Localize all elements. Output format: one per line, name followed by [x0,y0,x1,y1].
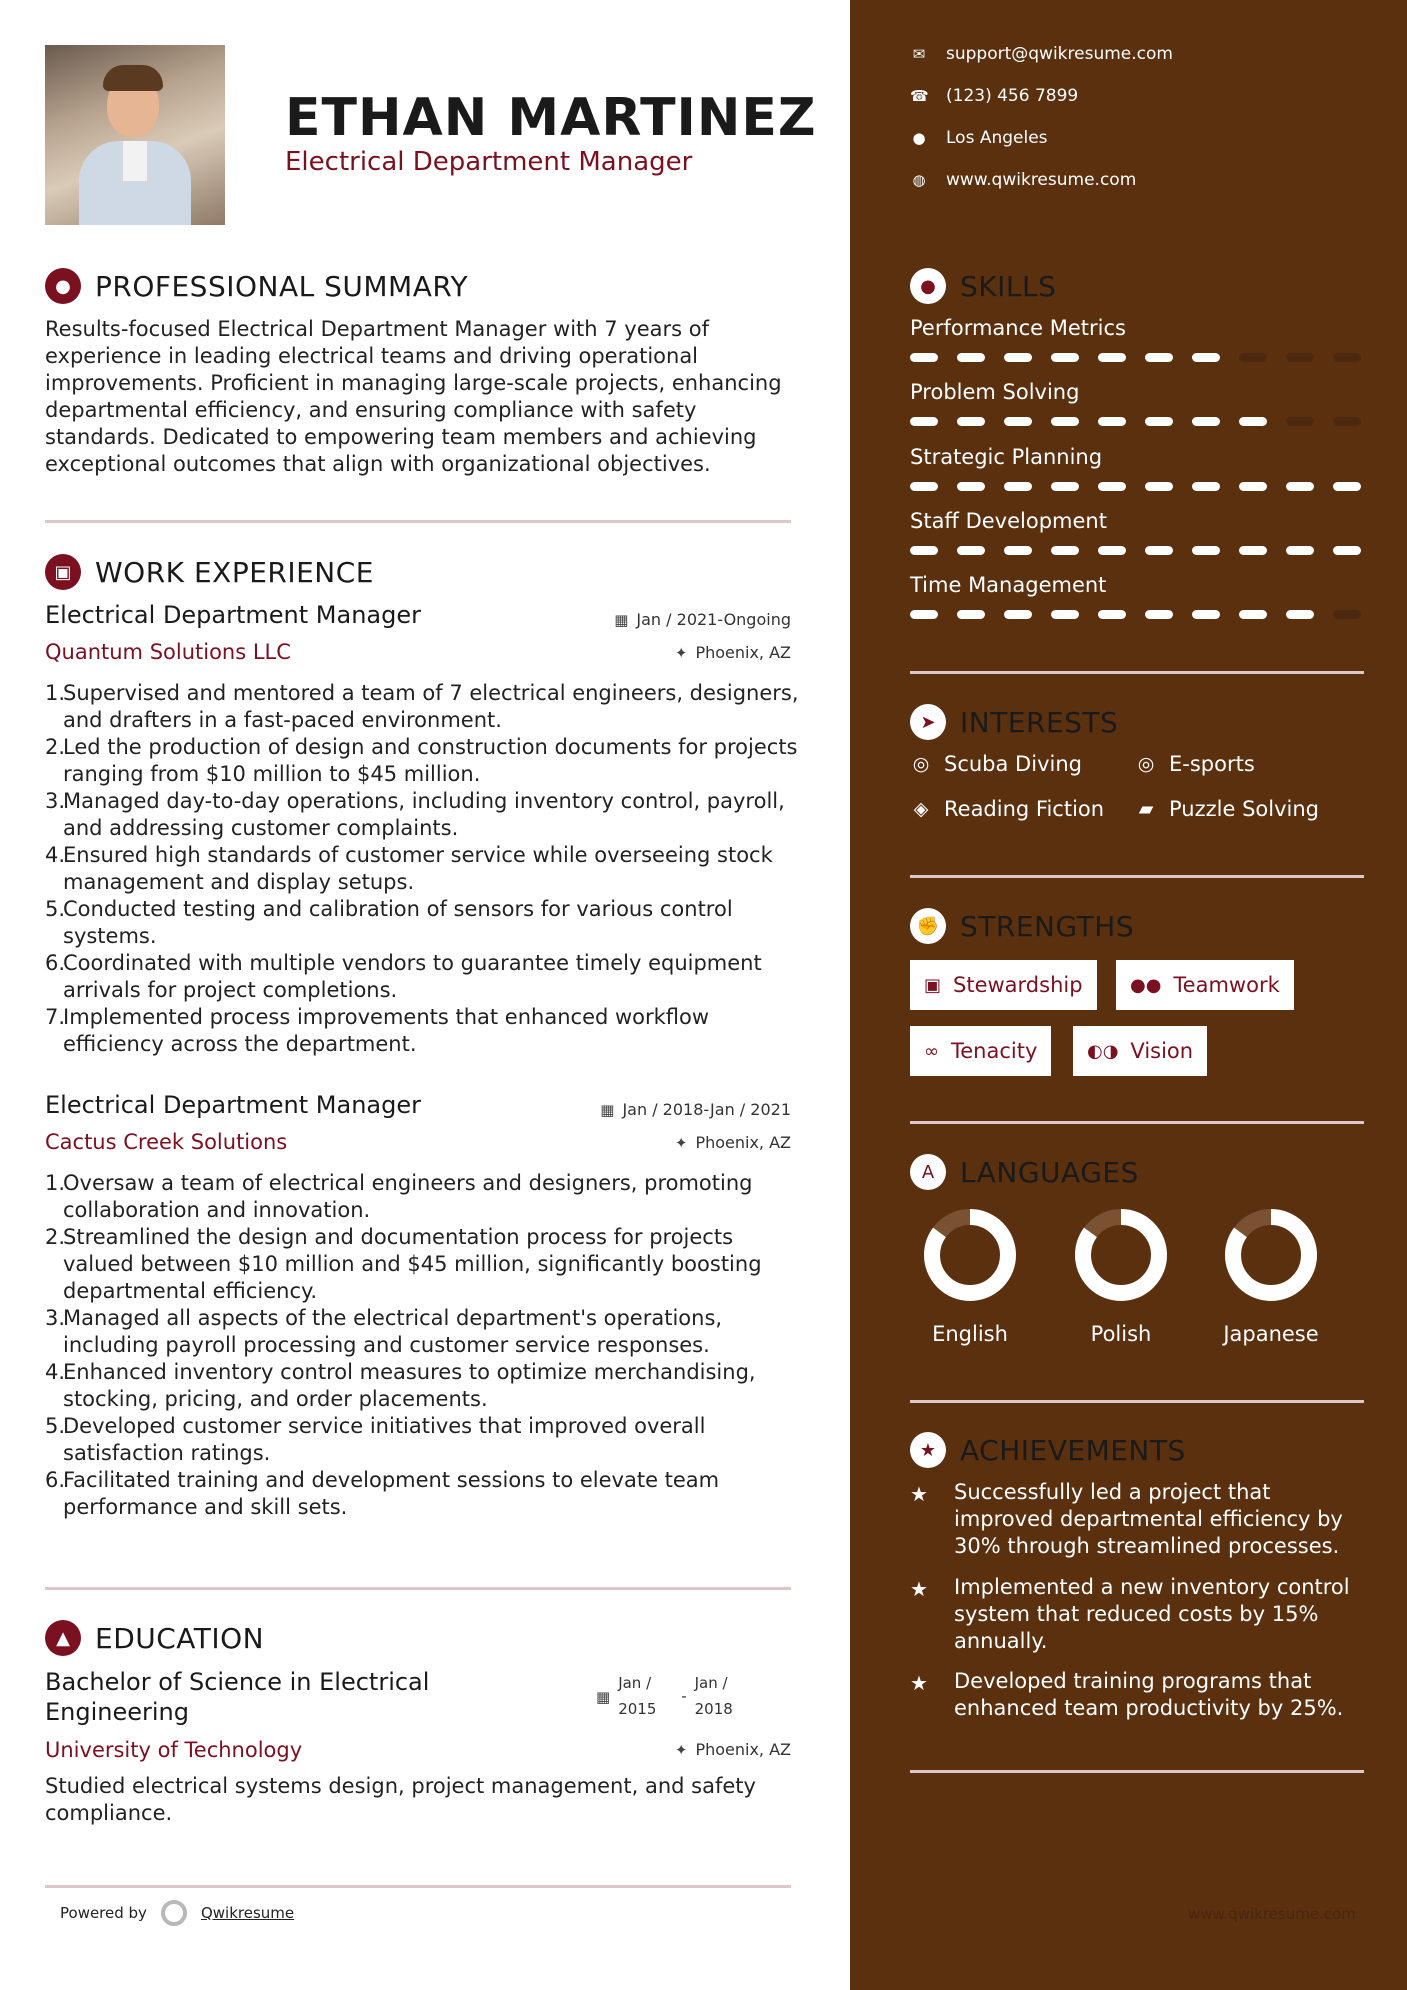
gamepad-icon: ◈ [913,798,929,820]
divider [910,1121,1364,1124]
job-company: Cactus Creek Solutions [45,1130,288,1154]
job-company: Quantum Solutions LLC [45,640,291,664]
divider [45,1885,791,1888]
job-responsibilities [45,1170,800,1521]
skill-dash [1239,482,1267,491]
link-icon: ∞ [924,1040,939,1062]
interest-item: ◈ Reading Fiction [910,797,1104,821]
education-location: ✦ Phoenix, AZ [674,1740,791,1759]
users-icon: ●● [1130,974,1162,996]
proficiency-ring [1224,1208,1318,1302]
skill-dash [1239,610,1267,619]
language-item: Polish [1066,1208,1176,1346]
list-item: 4. Enhanced inventory control measures to optimize merchandising, stocking, pricing, and order placements. [45,1360,756,1411]
life-ring-icon: ◎ [1137,753,1155,775]
skill-dash [1333,417,1361,426]
list-item: 5. Developed customer service initiatives that improved overall satisfaction ratings. [45,1414,706,1465]
calendar-icon: ▦ [596,1688,611,1706]
languages-heading: A LANGUAGES [910,1154,1139,1190]
list-item: 4. Ensured high standards of customer service while overseeing stock management and display setups. [45,843,773,894]
achievement-item: ★ Implemented a new inventory control system that reduced costs by 15% annually. [910,1575,1350,1653]
skill-dash [1051,482,1079,491]
skill-dash [957,610,985,619]
interest-item: ▰ Puzzle Solving [1135,797,1319,821]
contact-phone[interactable]: ☎ (123) 456 7899 [910,86,1079,106]
skill-dash [910,353,938,362]
life-ring-icon: ◎ [912,753,930,775]
interest-item: ◎ E-sports [1135,752,1255,776]
skill-dash [910,546,938,555]
candidate-title: Electrical Department Manager [285,147,693,177]
skill-dash [1286,353,1314,362]
list-item: 6. Coordinated with multiple vendors to guarantee timely equipment arrivals for project completions. [45,951,762,1002]
skill-dash [957,482,985,491]
star-badge-icon: ★ [910,1432,946,1468]
strength-badge: ▣ Stewardship [910,960,1097,1010]
skill-dash [1051,353,1079,362]
divider [910,1770,1364,1773]
shooting-star-icon: ★ [910,1577,928,1601]
briefcase-icon: ▣ [924,974,942,996]
skill-dash [957,546,985,555]
paper-plane-icon: ➤ [910,704,946,740]
skill-dash [1004,353,1032,362]
job-location: ✦ Phoenix, AZ [674,1133,791,1152]
skill-rating [910,482,1361,491]
degree-title: Bachelor of Science in Electrical Engineering [45,1668,430,1726]
skill-dash [1145,610,1173,619]
skill-dash [1286,546,1314,555]
skill-rating [910,546,1361,555]
divider [910,671,1364,674]
binoculars-icon: ◐◑ [1087,1040,1119,1062]
language-item: English [915,1208,1025,1346]
user-icon: ● [45,268,81,304]
skill-dash [1239,353,1267,362]
skill-dash [1098,353,1126,362]
map-marker-icon: ● [912,129,926,147]
language-item: Japanese [1216,1208,1326,1346]
strengths-heading: ✊ STRENGTHS [910,908,1134,944]
divider [45,1587,791,1590]
summary-text: Results-focused Electrical Department Manager with 7 years of experience in leading electrical teams and driving operational improvements. Proficient in managing large-scale projects, enhancing departmental efficiency, and ensuring compliance with safety standards. Dedicated to empowering team members and achieving exceptional outcomes that align with organizational objectives. [45,317,782,476]
list-item: 5. Conducted testing and calibration of sensors for various control systems. [45,897,733,948]
skill-dash [1004,610,1032,619]
education-heading: ▲ EDUCATION [45,1620,264,1656]
fist-icon: ✊ [910,908,946,944]
skill-dash [1098,546,1126,555]
skill-name: Strategic Planning [910,445,1103,469]
skills-heading: ● SKILLS [910,268,1056,304]
interest-item: ◎ Scuba Diving [910,752,1082,776]
skill-dash [910,417,938,426]
strength-badge: ●● Teamwork [1116,960,1294,1010]
contact-location: ● Los Angeles [910,128,1048,148]
skill-dash [1145,482,1173,491]
skill-dash [1098,417,1126,426]
contact-website[interactable]: ◍ www.qwikresume.com [910,170,1136,190]
contact-email[interactable]: ✉ support@qwikresume.com [910,44,1173,64]
skill-rating [910,610,1361,619]
envelope-icon: ✉ [912,45,926,63]
list-item: 2. Streamlined the design and documentation process for projects valued between $10 million and $45 million, significantly boosting departmental efficiency. [45,1225,762,1303]
shooting-star-icon: ★ [910,1482,928,1506]
lightbulb-icon: ● [910,268,946,304]
globe-icon: ◍ [912,171,926,189]
language-icon: A [910,1154,946,1190]
skill-dash [1333,482,1361,491]
skill-dash [1333,546,1361,555]
skill-dash [1286,610,1314,619]
qwikresume-link[interactable]: Qwikresume [200,1904,295,1922]
achievement-item: ★ Developed training programs that enhanced team productivity by 25%. [910,1669,1344,1720]
pin-icon: ✦ [674,1133,688,1152]
experience-heading: ▣ WORK EXPERIENCE [45,554,374,590]
list-item: 6. Facilitated training and development sessions to elevate team performance and skill sets. [45,1468,720,1519]
shooting-star-icon: ★ [910,1671,928,1695]
skill-dash [957,417,985,426]
education-description: Studied electrical systems design, project management, and safety compliance. [45,1774,756,1825]
profile-photo [45,45,225,225]
powered-by: Powered by Qwikresume [60,1900,294,1926]
job-dates: ▦ Jan / 2018-Jan / 2021 [600,1100,791,1119]
job-title: Electrical Department Manager [45,601,421,629]
pin-icon: ✦ [674,643,688,662]
job-title: Electrical Department Manager [45,1091,421,1119]
skill-dash [1192,353,1220,362]
skill-name: Staff Development [910,509,1107,533]
skill-name: Performance Metrics [910,316,1126,340]
book-icon: ▰ [1138,798,1154,820]
skill-rating [910,353,1361,362]
skill-dash [1286,482,1314,491]
list-item: 1. Oversaw a team of electrical engineers and designers, promoting collaboration and innovation. [45,1171,753,1222]
candidate-name: ETHAN MARTINEZ [285,88,817,148]
skill-dash [957,353,985,362]
list-item: 2. Led the production of design and construction documents for projects ranging from $10 million to $45 million. [45,735,798,786]
job-responsibilities [45,680,800,1058]
calendar-icon: ▦ [600,1100,615,1119]
skill-dash [1004,482,1032,491]
skill-dash [1192,546,1220,555]
skill-dash [910,482,938,491]
education-dates: ▦ Jan / 2015 - Jan / 2018 [596,1670,745,1722]
achievements-heading: ★ ACHIEVEMENTS [910,1432,1186,1468]
skill-dash [1051,610,1079,619]
skill-name: Time Management [910,573,1107,597]
skill-dash [1239,417,1267,426]
skill-dash [1004,546,1032,555]
skill-dash [1192,610,1220,619]
skill-dash [1192,417,1220,426]
skill-dash [1098,482,1126,491]
skill-dash [1145,353,1173,362]
phone-icon: ☎ [910,87,929,105]
skill-dash [1051,417,1079,426]
proficiency-ring [923,1208,1017,1302]
divider [910,1400,1364,1403]
skill-dash [1145,546,1173,555]
skill-dash [1145,417,1173,426]
skill-dash [1192,482,1220,491]
list-item: 3. Managed day-to-day operations, including inventory control, payroll, and addressing customer complaints. [45,789,785,840]
skill-dash [1051,546,1079,555]
skill-dash [1286,417,1314,426]
summary-heading: ● PROFESSIONAL SUMMARY [45,268,468,304]
skill-dash [1333,610,1361,619]
briefcase-icon: ▣ [45,554,81,590]
strength-badge: ∞ Tenacity [910,1026,1051,1076]
proficiency-ring [1074,1208,1168,1302]
list-item: 7. Implemented process improvements that enhanced workflow efficiency across the department. [45,1005,710,1056]
skill-dash [1239,546,1267,555]
list-item: 1. Supervised and mentored a team of 7 electrical engineers, designers, and drafters in a fast-paced environment. [45,681,799,732]
footer-site: www.qwikresume.com [1188,1905,1356,1923]
skill-rating [910,417,1361,426]
strength-badge: ◐◑ Vision [1073,1026,1207,1076]
skill-dash [1333,353,1361,362]
list-item: 3. Managed all aspects of the electrical department's operations, including payroll processing and customer service responses. [45,1306,723,1357]
divider [45,520,791,523]
job-location: ✦ Phoenix, AZ [674,643,791,662]
graduation-cap-icon: ▲ [45,1620,81,1656]
job-dates: ▦ Jan / 2021-Ongoing [614,610,791,629]
pin-icon: ✦ [674,1740,688,1759]
calendar-icon: ▦ [614,610,629,629]
skill-dash [1098,610,1126,619]
qwikresume-logo-icon [161,1900,187,1926]
interests-heading: ➤ INTERESTS [910,704,1118,740]
school-name: University of Technology [45,1738,303,1762]
skill-name: Problem Solving [910,380,1080,404]
divider [910,875,1364,878]
skill-dash [910,610,938,619]
achievement-item: ★ Successfully led a project that improved departmental efficiency by 30% through streamlined processes. [910,1480,1343,1558]
skill-dash [1004,417,1032,426]
